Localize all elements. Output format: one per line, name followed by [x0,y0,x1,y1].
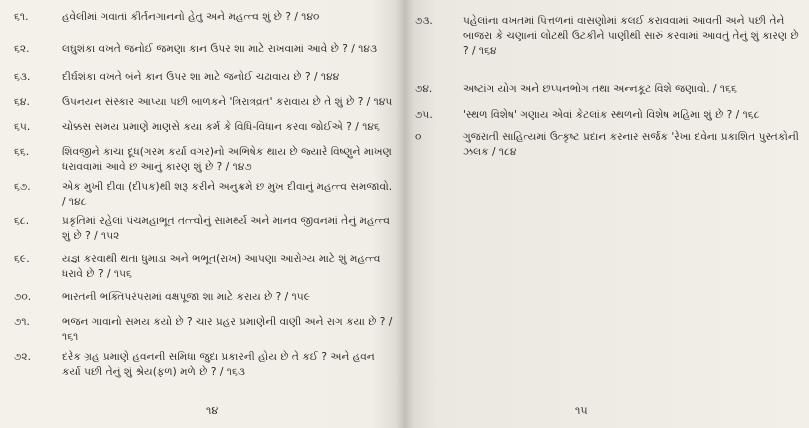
entry-number: ૬૮. [14,215,30,227]
entry-number: ૭૦. [14,291,32,303]
toc-entry [14,350,394,380]
entry-text: હવેલીમાં ગવાતાં કીર્તનગાનનો હેતુ અને મહત્ત્વ શું છે ? / ૧૪૦ [62,11,320,23]
toc-entry [415,130,800,160]
toc-entry [14,70,394,85]
entry-text: શિવજીને કાચા દૂધ(ગરમ કર્યા વગર)નો અભિષેક થાય છે જ્યારે વિષ્ણુને માખણ ધરાવવામાં આવે છ આનું કારણ શું છે ? / ૧૪૭ [62,146,392,173]
toc-entry [14,315,394,345]
toc-entry [14,252,394,282]
entry-number: ૭૫. [415,109,433,121]
toc-entry [415,108,800,123]
toc-entry [14,290,394,305]
entry-text: પહેલાંના વખતમાં પિત્તળનાં વાસણોમાં કલઈ કરાવવામાં આવતી અને પછી તેને બાજરા કે ચણાનાં લોટથી ઉટકીને પાણીથી સારું કરવામાં આવતું તેનું શું કારણ છે ? / ૧૬૪ [463,15,799,57]
entry-text: યજ્ઞ કરવાથી થતા ધુમાડા અને ભભૂત(રાખ) આપણા આરોગ્ય માટે શું મહત્ત્વ ધરાવે છે ? / ૧૫૬ [62,253,381,280]
entry-text: 'સ્થળ વિશેષ' ગણાય એવાં કેટલાંક સ્થળનો વિશેષ મહિમા શું છે ? / ૧૬૮ [463,109,760,121]
page-number: ૧૫ [575,404,588,417]
toc-entry [415,14,800,59]
entry-number: ૦ [415,131,422,143]
entry-text: અષ્ટાંગ યોગ અને છપ્પનભોગ તથા અન્નકૂટ વિશે જણાવો. / ૧૬૬ [463,83,737,95]
toc-entry [14,145,394,175]
entry-text: ગુજરાતી સાહિત્યમાં ઉત્કૃષ્ટ પ્રદાન કરનાર સર્જક 'રેખા દવેના પ્રકાશિત પુસ્તકોની ઝલક / ૧૮૪ [463,131,799,158]
toc-entry [415,82,800,97]
toc-entry [14,180,394,210]
entry-text: ભારતની ભક્તિપરંપરામાં વક્ષપૂજા શા માટે કરાય છે ? / ૧૫૯ [62,291,311,303]
entry-number: ૬૯. [14,253,30,265]
entry-number: ૬૪. [14,96,30,108]
entry-text: લઘુશંકા વખતે જનોઈ જમણા કાન ઉપર શા માટે રાખવામાં આવે છે ? / ૧૪૩ [62,43,378,55]
entry-text: ચોક્કસ સમય પ્રમાણે માણસે કયા કર્મ કે વિધિ-વિધાન કરવા જોઈએ ? / ૧૪૬ [62,121,380,133]
entry-number: ૬૧. [14,11,29,23]
entry-number: ૬૫. [14,121,31,133]
entry-text: પ્રકૃતિમાં રહેલાં પંચમહાભૂત તત્ત્વોનું સામર્થ્ય અને માનવ જીવનમાં તેનું મહત્ત્વ શું છે ? / ૧૫૨ [62,215,390,242]
right-page [405,0,809,428]
toc-entry [14,42,394,57]
toc-entry [14,95,394,110]
entry-number: ૬૭. [14,181,31,193]
entry-number: ૭૩. [415,15,433,27]
entry-number: ૭૨. [14,351,31,363]
toc-entry [14,214,394,244]
entry-number: ૭૧. [14,316,30,328]
toc-entry [14,120,394,135]
entry-text: ભજન ગાવાનો સમય કયો છે ? ચાર પ્રહર પ્રમાણેની વાણી અને રાગ કયા છે ? / ૧૬૧ [62,316,393,343]
entry-text: દીર્ઘશંકા વખતે બંને કાન ઉપર શા માટે જનોઈ ચઢાવાય છે ? / ૧૪૪ [62,71,340,83]
toc-entry [14,10,394,25]
entry-number: ૬૨. [14,43,30,55]
entry-text: દરેક ગ્રહ પ્રમાણે હવનની સમિધા જુદા પ્રકારની હોય છે તે કઈ ? અને હવન કર્યા પછી તેનું શું શ્રેય(ફળ) મળે છે ? / ૧૬૩ [62,351,375,378]
entry-text: એક મુખી દીવા (દીપક)થી શરૂ કરીને અનુક્રમે છ મુખ દીવાનું મહત્ત્વ સમજાવો. / ૧૪૮ [62,181,393,208]
entry-number: ૬૩. [14,71,31,83]
entry-text: ઉપનયન સંસ્કાર આપ્યા પછી બાળકને 'ત્રિરાત્રવ્રત' કરાવાય છે તે શું છે ? / ૧૪૫ [62,96,393,108]
entry-number: ૬૬. [14,146,30,158]
page-number: ૧૪ [206,404,219,417]
entry-number: ૭૪. [415,83,433,95]
